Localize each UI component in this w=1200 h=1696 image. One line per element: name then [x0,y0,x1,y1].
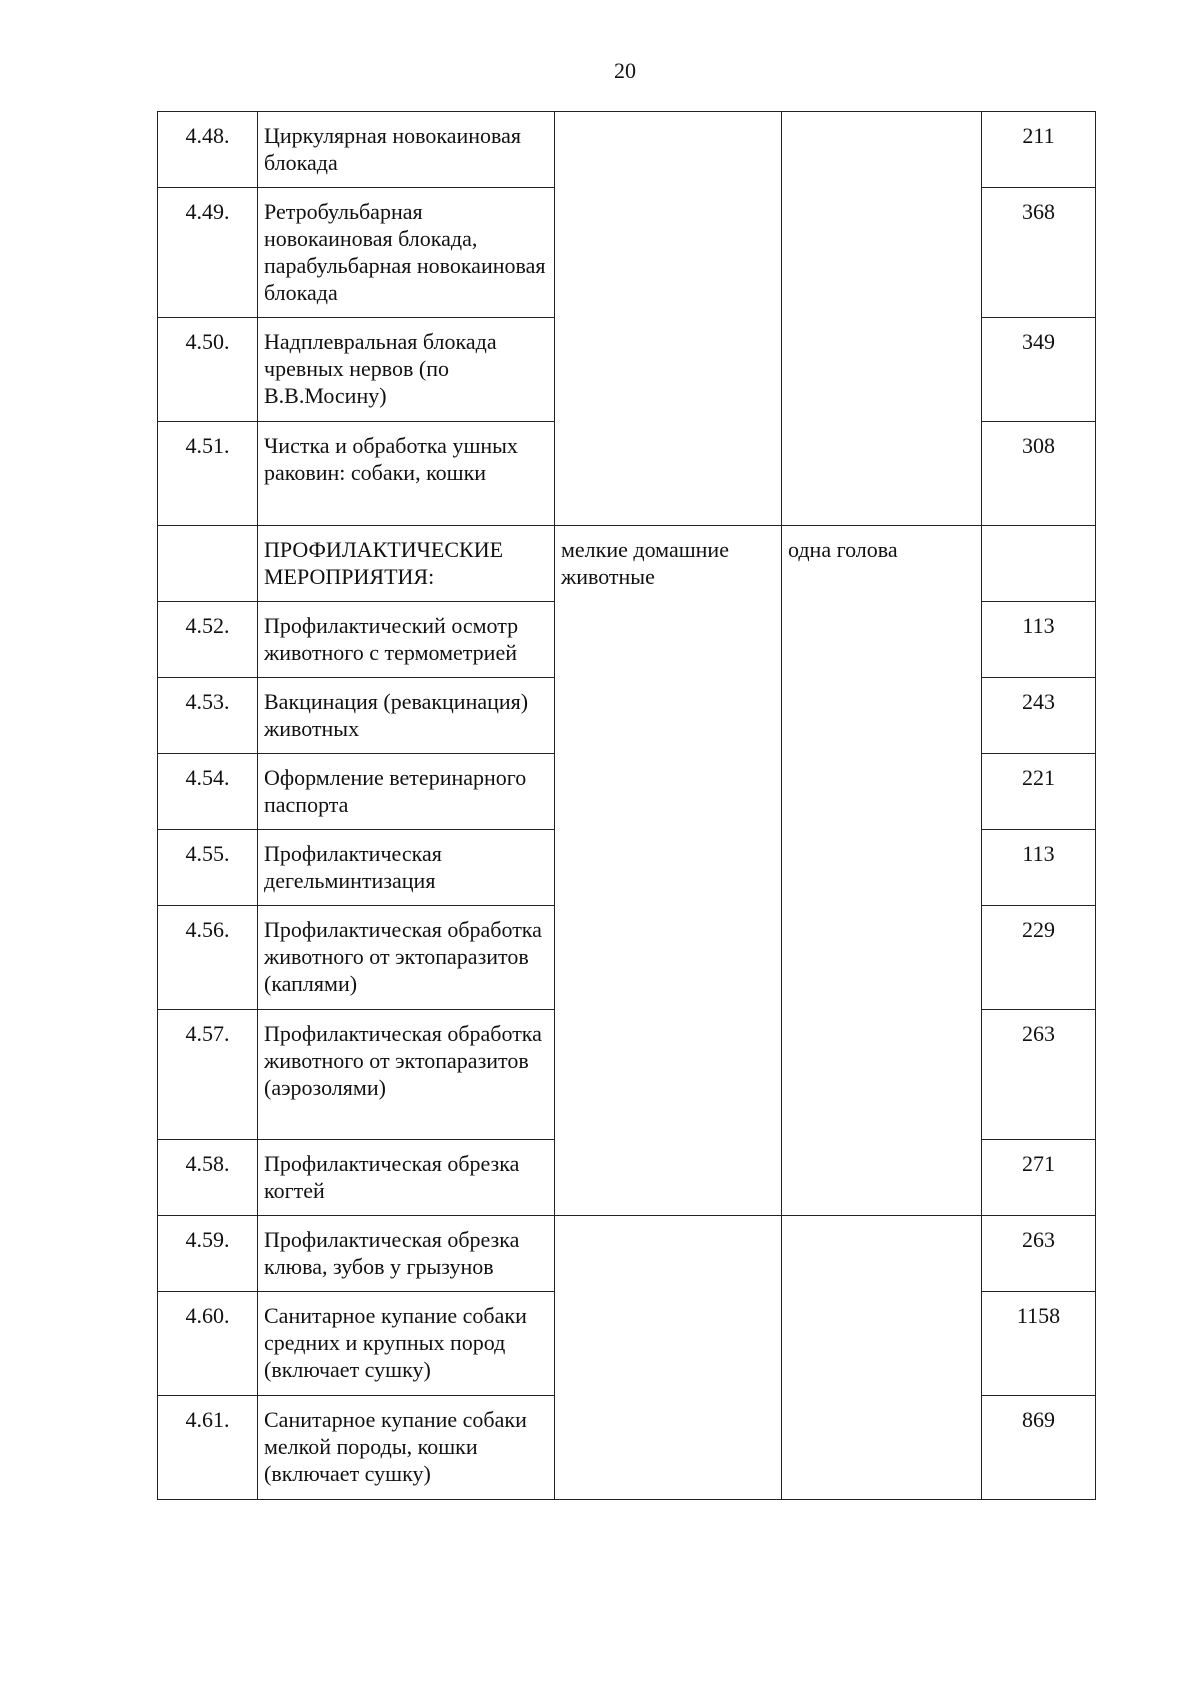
service-price: 869 [982,1396,1096,1500]
unit-label: одна голова [782,526,982,1216]
table-row [158,1216,1096,1292]
service-price: 113 [982,830,1096,906]
service-name: Профилактическая обработка животного от эктопаразитов (аэрозолями) [258,1010,555,1140]
row-number: 4.51. [158,422,258,526]
service-name: Надплевральная блокада чревных нервов (по В.В.Мосину) [258,318,555,422]
service-price: 211 [982,112,1096,188]
unit-cell-empty [782,112,982,526]
row-number: 4.60. [158,1292,258,1396]
service-name: Профилактическая обрезка клюва, зубов у грызунов [258,1216,555,1292]
service-name: Санитарное купание собаки средних и крупных пород (включает сушку) [258,1292,555,1396]
price-table [157,111,1096,1500]
row-number: 4.48. [158,112,258,188]
service-name: Профилактическая обработка животного от эктопаразитов (каплями) [258,906,555,1010]
row-number: 4.52. [158,602,258,678]
service-name: Профилактический осмотр животного с термометрией [258,602,555,678]
service-price: 368 [982,188,1096,318]
service-price: 263 [982,1010,1096,1140]
row-number: 4.55. [158,830,258,906]
service-price: 113 [982,602,1096,678]
service-name: Оформление ветеринарного паспорта [258,754,555,830]
service-name: Ретробульбарная новокаиновая блокада, парабульбарная новокаиновая блокада [258,188,555,318]
service-name: Вакцинация (ревакцинация) животных [258,678,555,754]
service-name: Санитарное купание собаки мелкой породы, кошки (включает сушку) [258,1396,555,1500]
service-price-empty [982,526,1096,602]
service-price: 243 [982,678,1096,754]
service-name: Циркулярная новокаиновая блокада [258,112,555,188]
service-price: 263 [982,1216,1096,1292]
section-row [158,526,1096,602]
row-number: 4.56. [158,906,258,1010]
row-number: 4.61. [158,1396,258,1500]
row-number: 4.53. [158,678,258,754]
service-price: 229 [982,906,1096,1010]
table-row [158,112,1096,188]
row-number: 4.49. [158,188,258,318]
row-number: 4.50. [158,318,258,422]
row-number: 4.59. [158,1216,258,1292]
page-number: 20 [614,58,636,83]
service-price: 308 [982,422,1096,526]
service-price: 349 [982,318,1096,422]
service-price: 271 [982,1140,1096,1216]
service-name: Профилактическая дегельминтизация [258,830,555,906]
service-price: 1158 [982,1292,1096,1396]
group-cell-empty [555,1216,782,1500]
row-number: 4.57. [158,1010,258,1140]
row-number-empty [158,526,258,602]
section-label: ПРОФИЛАКТИЧЕСКИЕ МЕРОПРИЯТИЯ: [258,526,555,602]
row-number: 4.58. [158,1140,258,1216]
group-cell-empty [555,112,782,526]
service-name: Профилактическая обрезка когтей [258,1140,555,1216]
service-name: Чистка и обработка ушных раковин: собаки, кошки [258,422,555,526]
row-number: 4.54. [158,754,258,830]
unit-cell-empty [782,1216,982,1500]
group-label: мелкие домашние животные [555,526,782,1216]
service-price: 221 [982,754,1096,830]
